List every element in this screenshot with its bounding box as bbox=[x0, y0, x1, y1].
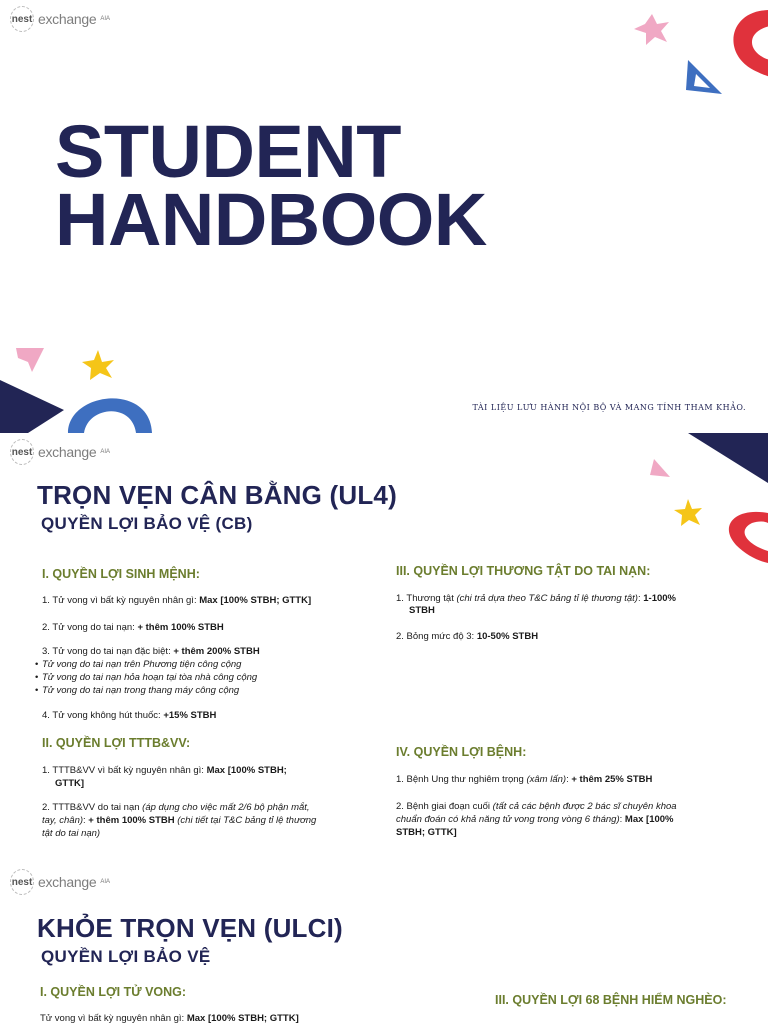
logo-superscript: AIA bbox=[100, 879, 110, 885]
brand-logo bbox=[10, 439, 110, 465]
brand-logo bbox=[10, 869, 110, 895]
benefit-line: 3. Tử vong do tai nạn đặc biệt: + thêm 200% STBH bbox=[42, 646, 260, 657]
nest-logo-mark: nest bbox=[10, 439, 34, 465]
bullet-item: • Tử vong do tai nạn trong thang máy công cộng bbox=[42, 685, 239, 697]
red-ribbon-shape bbox=[733, 10, 768, 77]
benefit-line: 1. TTTB&VV vì bất kỳ nguyên nhân gì: Max [100% STBH; bbox=[42, 765, 287, 776]
section-heading-tttb: II. QUYỀN LỢI TTTB&VV: bbox=[42, 736, 191, 750]
ul4-page bbox=[0, 433, 768, 863]
logo-superscript: AIA bbox=[100, 16, 110, 22]
section-heading-death: I. QUYỀN LỢI TỬ VONG: bbox=[40, 985, 187, 999]
benefit-line: STBH bbox=[409, 605, 435, 616]
yellow-star-shape bbox=[82, 350, 114, 380]
navy-wedge-shape bbox=[688, 433, 768, 483]
nest-logo-mark: nest bbox=[10, 869, 34, 895]
disclaimer-note: TÀI LIỆU LƯU HÀNH NỘI BỘ VÀ MANG TÍNH THAM KHẢO. bbox=[472, 403, 746, 412]
section-heading-life: I. QUYỀN LỢI SINH MỆNH: bbox=[42, 567, 200, 581]
handbook-title bbox=[55, 110, 487, 261]
product-title: KHỎE TRỌN VẸN (ULCI) bbox=[37, 913, 343, 943]
section-heading-injury: III. QUYỀN LỢI THƯƠNG TẬT DO TAI NẠN: bbox=[396, 564, 651, 578]
title-line-1: STUDENT bbox=[55, 110, 401, 193]
decorative-shapes-right bbox=[640, 433, 768, 573]
logo-superscript: AIA bbox=[100, 449, 110, 455]
red-ribbon-shape bbox=[729, 512, 768, 563]
brand-logo bbox=[10, 6, 110, 32]
cover-page bbox=[0, 0, 768, 433]
benefit-line: 2. TTTB&VV do tai nạn (áp dụng cho việc mất 2/6 bộ phận mắt, bbox=[42, 802, 310, 813]
benefit-line: 1. Bệnh Ung thư nghiêm trọng (xâm lấn): + thêm 25% STBH bbox=[396, 774, 653, 785]
logo-wordmark: exchange bbox=[38, 874, 97, 890]
benefit-line: chuẩn đoán có khả năng tử vong trong vòng 6 tháng): Max [100% bbox=[396, 814, 674, 825]
decorative-shapes-bottom bbox=[0, 340, 160, 433]
logo-wordmark: exchange bbox=[38, 444, 97, 460]
pink-star-shape bbox=[634, 14, 669, 45]
blue-triangle-shape bbox=[686, 60, 722, 94]
bullet-item: • Tử vong do tai nạn trên Phương tiện công cộng bbox=[42, 659, 241, 671]
title-line-2: HANDBOOK bbox=[55, 178, 487, 261]
blue-arc-shape bbox=[68, 398, 152, 433]
benefit-line: Tử vong vì bất kỳ nguyên nhân gì: Max [100% STBH; GTTK] bbox=[40, 1013, 299, 1024]
logo-wordmark: exchange bbox=[38, 11, 97, 27]
navy-triangle-shape bbox=[0, 380, 64, 433]
pink-triangle-shape bbox=[650, 459, 670, 477]
benefit-line: STBH; GTTK] bbox=[396, 827, 457, 838]
ulci-page bbox=[0, 863, 768, 1024]
benefit-line: 1. Thương tật (chi trả dựa theo T&C bảng tỉ lệ thương tật): 1-100% bbox=[396, 593, 676, 604]
product-subtitle: QUYỀN LỢI BẢO VỆ bbox=[41, 947, 211, 966]
benefit-line: 2. Tử vong do tai nạn: + thêm 100% STBH bbox=[42, 622, 224, 633]
pink-chevron-shape bbox=[16, 348, 44, 372]
product-subtitle: QUYỀN LỢI BẢO VỆ (CB) bbox=[41, 514, 253, 533]
nest-logo-mark: nest bbox=[10, 6, 34, 32]
benefit-line: 2. Bệnh giai đoạn cuối (tất cả các bệnh được 2 bác sĩ chuyên khoa bbox=[396, 801, 677, 812]
section-heading-critical-illness: III. QUYỀN LỢI 68 BỆNH HIỂM NGHÈO: bbox=[495, 993, 727, 1007]
benefit-line: GTTK] bbox=[55, 778, 85, 789]
bullet-item: • Tử vong do tai nạn hỏa hoạn tại tòa nhà công cộng bbox=[42, 672, 257, 684]
benefit-line: tật do tai nạn) bbox=[42, 828, 101, 839]
yellow-star-shape bbox=[674, 499, 702, 526]
benefit-line: 4. Tử vong không hút thuốc: +15% STBH bbox=[42, 710, 217, 721]
benefit-line: 2. Bỏng mức độ 3: 10-50% STBH bbox=[396, 631, 539, 642]
decorative-shapes-top bbox=[630, 10, 768, 100]
benefit-line: tay, chân): + thêm 100% STBH (chi tiết tại T&C bảng tỉ lệ thương bbox=[42, 815, 317, 826]
benefit-line: 1. Tử vong vì bất kỳ nguyên nhân gì: Max [100% STBH; GTTK] bbox=[42, 595, 312, 606]
section-heading-illness: IV. QUYỀN LỢI BỆNH: bbox=[396, 745, 527, 759]
product-title: TRỌN VẸN CÂN BẰNG (UL4) bbox=[37, 480, 397, 510]
